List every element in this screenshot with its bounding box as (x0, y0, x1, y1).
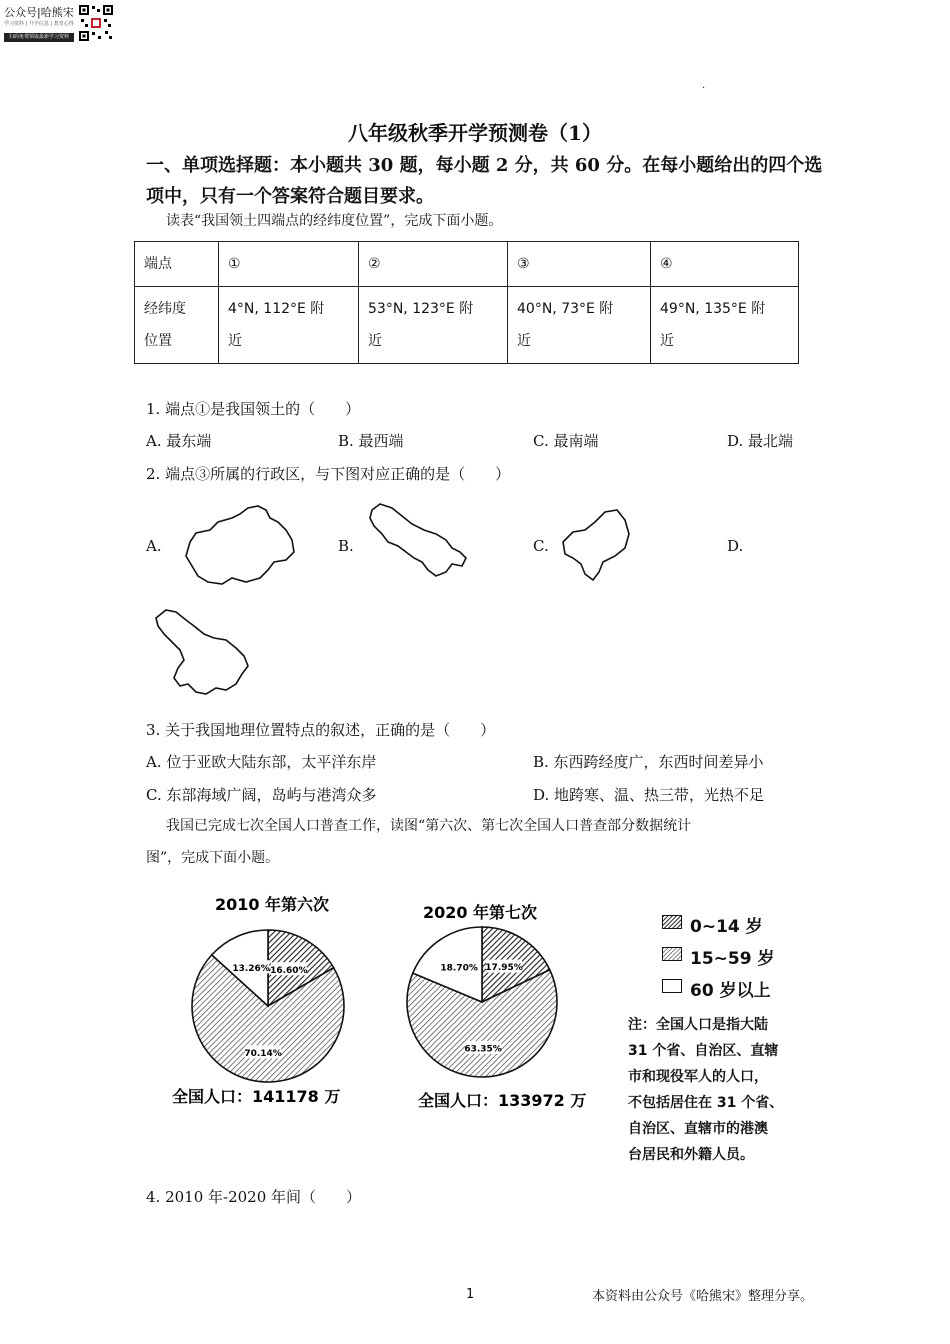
chart2-total: 全国人口：133972 万 (418, 1091, 587, 1110)
pie2-label-1: 63.35% (464, 1044, 502, 1055)
pie-2010 (192, 930, 344, 1082)
cell-line: 近 (660, 333, 674, 349)
q2-option-a[interactable]: A. (146, 537, 162, 555)
chart1-total: 全国人口：141178 万 (172, 1087, 341, 1106)
legend-note-line: 不包括居住在 31 个省、 (628, 1095, 784, 1111)
pie1-label-2: 13.26% (232, 963, 270, 974)
legend-note-line: 台居民和外籍人员。 (628, 1147, 754, 1163)
q3-option-b[interactable]: B. 东西跨经度广，东西时间差异小 (533, 753, 764, 771)
table-header-row (135, 242, 799, 287)
table-cell: ③ (508, 242, 651, 287)
table-cell (651, 287, 799, 364)
pie1-label-1: 70.14% (244, 1048, 282, 1059)
pie2-label-2: 18.70% (440, 963, 478, 974)
legend-note (628, 1012, 798, 1168)
cell-line: 4°N, 112°E 附 (228, 301, 325, 317)
question-1-stem: 1. 端点①是我国领土的（ ） (146, 400, 361, 418)
legend-label-0-14: 0~14 岁 (690, 917, 763, 937)
pie-2020 (407, 927, 557, 1077)
chart2-title: 2020 年第七次 (422, 903, 538, 922)
cell-line: 近 (517, 333, 531, 349)
legend-note-line: 31 个省、自治区、直辖 (628, 1043, 779, 1059)
q3-option-c[interactable]: C. 东部海域广阔，岛屿与港湾众多 (146, 786, 377, 804)
q2-option-c[interactable]: C. (533, 537, 549, 555)
legend-label-15-59: 15~59 岁 (690, 949, 775, 969)
legend-swatch-60-plus (662, 979, 682, 993)
census-pie-charts (150, 880, 630, 1120)
question-3-stem: 3. 关于我国地理位置特点的叙述，正确的是（ ） (146, 721, 496, 739)
pie2-label-0: 17.95% (485, 963, 523, 974)
q2-option-b[interactable]: B. (338, 537, 354, 555)
brand-name: 公众号|哈熊宋 (4, 6, 74, 19)
q1-option-a[interactable]: A. 最东端 (146, 432, 212, 450)
section-heading: 一、单项选择题：本小题共 30 题，每小题 2 分，共 60 分。在每小题给出的四个选项中，只有一个答案符合题目要求。 (146, 155, 823, 207)
q1-option-c[interactable]: C. 最南端 (533, 432, 599, 450)
brand-logo (4, 4, 114, 44)
page-title: 八年级秋季开学预测卷（1） (348, 121, 602, 145)
liaoning-map-outline (555, 506, 635, 586)
legend-note-line: 注：全国人口是指大陆 (628, 1017, 768, 1033)
legend-swatch-0-14 (662, 915, 682, 929)
intro-text-2: 我国已完成七次全国人口普查工作，读图“第六次、第七次全国人口普查部分数据统计 (166, 818, 692, 834)
legend-note-line: 市和现役军人的人口， (628, 1069, 768, 1085)
cell-line: 近 (368, 333, 382, 349)
chart-legend (662, 912, 792, 1002)
extreme-points-table (134, 241, 799, 364)
footer-note: 本资料由公众号《哈熊宋》整理分享。 (592, 1289, 814, 1304)
page-number: 1 (466, 1287, 475, 1302)
gansu-map-outline (366, 500, 481, 582)
legend-label-60-plus: 60 岁以上 (690, 981, 771, 1001)
intro-text-2-cont: 图”，完成下面小题。 (146, 850, 280, 866)
cell-line: 53°N, 123°E 附 (368, 301, 474, 317)
table-row (135, 287, 799, 364)
table-cell: ④ (651, 242, 799, 287)
header-dot: . (702, 80, 706, 91)
q2-option-d[interactable]: D. (727, 537, 744, 555)
pie1-label-0: 16.60% (270, 965, 308, 976)
question-2-stem: 2. 端点③所属的行政区，与下图对应正确的是（ ） (146, 465, 511, 483)
question-4-stem: 4. 2010 年-2020 年间（ ） (146, 1188, 362, 1206)
xinjiang-map-outline (182, 500, 297, 588)
table-cell (219, 287, 359, 364)
table-cell (135, 287, 219, 364)
table-cell: ① (219, 242, 359, 287)
intro-text-1: 读表“我国领土四端点的经纬度位置”，完成下面小题。 (166, 213, 503, 229)
table-cell (508, 287, 651, 364)
legend-swatch-15-59 (662, 947, 682, 961)
cell-line: 位置 (144, 333, 172, 349)
brand-banner: 扫码免费领取最新学习资料 (4, 33, 74, 42)
cell-line: 40°N, 73°E 附 (517, 301, 614, 317)
table-cell: 端点 (135, 242, 219, 287)
heilongjiang-map-outline (150, 604, 260, 700)
cell-line: 49°N, 135°E 附 (660, 301, 766, 317)
brand-tagline: 学习资料 | 升学信息 | 教育心得 (4, 21, 74, 27)
chart1-title: 2010 年第六次 (214, 895, 330, 914)
q3-option-a[interactable]: A. 位于亚欧大陆东部，太平洋东岸 (146, 753, 377, 771)
q1-option-d[interactable]: D. 最北端 (727, 432, 794, 450)
qr-code-icon (78, 4, 114, 42)
q1-option-b[interactable]: B. 最西端 (338, 432, 404, 450)
cell-line: 近 (228, 333, 242, 349)
table-cell: ② (359, 242, 508, 287)
cell-line: 经纬度 (144, 301, 186, 317)
table-cell (359, 287, 508, 364)
legend-note-line: 自治区、直辖市的港澳 (628, 1121, 768, 1137)
q3-option-d[interactable]: D. 地跨寒、温、热三带，光热不足 (533, 786, 765, 804)
